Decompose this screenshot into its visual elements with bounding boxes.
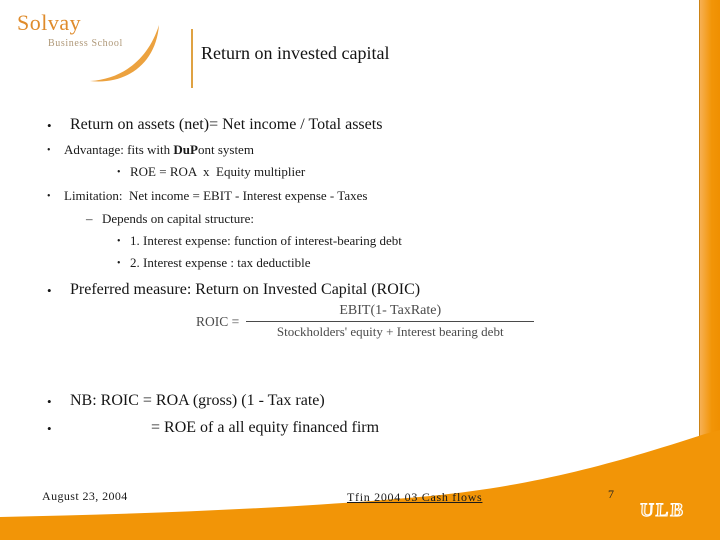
bullet-text: NB: ROIC = ROA (gross) (1 - Tax rate): [70, 392, 325, 409]
bullet-line-roe: [0, 164, 720, 186]
solvay-logo-subtitle: Business School: [48, 38, 123, 49]
bullet-line-advantage: [0, 142, 720, 164]
footer-date: August 23, 2004: [42, 489, 128, 503]
bullet-icon: •: [117, 236, 121, 247]
bullet-icon: •: [117, 167, 121, 178]
formula-numerator: EBIT(1- TaxRate): [339, 303, 442, 318]
ulb-logo: ULB: [639, 500, 686, 521]
page-number: 7: [608, 487, 614, 501]
bullet-icon: •: [117, 258, 121, 269]
formula-fraction: [246, 303, 534, 340]
bullet-text: ROE = ROA x Equity multiplier: [130, 164, 306, 179]
dash-icon: –: [86, 211, 93, 226]
roic-formula: [196, 303, 534, 340]
bullet-line-nb: [0, 392, 720, 414]
bullet-line-interest-2: [0, 255, 720, 277]
bullet-line-roa: [0, 116, 720, 138]
bullet-icon: •: [47, 283, 52, 298]
bullet-text: Depends on capital structure:: [102, 211, 254, 226]
formula-denominator: Stockholders' equity + Interest bearing debt: [246, 321, 534, 340]
bullet-text: 1. Interest expense: function of interest-bearing debt: [130, 233, 402, 248]
bullet-text: Limitation: Net income = EBIT - Interest expense - Taxes: [64, 188, 368, 203]
bullet-icon: •: [47, 145, 51, 156]
bullet-line-preferred: [0, 281, 720, 303]
bullet-text: = ROE of a all equity financed firm: [151, 419, 380, 436]
footer-course-title: Tfin 2004 03 Cash flows: [347, 490, 483, 504]
text-segment-bold: DuP: [173, 142, 198, 157]
bullet-line-depends: [0, 211, 720, 233]
text-segment: Advantage: fits with: [64, 142, 174, 157]
bullet-text: Return on assets (net)= Net income / Total assets: [70, 116, 383, 133]
bullet-line-interest-1: [0, 233, 720, 255]
solvay-swoosh-icon: [82, 16, 170, 92]
title-divider-line: [191, 29, 193, 88]
bullet-text: Preferred measure: Return on Invested Capital (ROIC): [70, 281, 421, 298]
bullet-icon: •: [47, 421, 52, 436]
solvay-logo-text: Solvay: [17, 10, 82, 35]
bullet-text: 2. Interest expense : tax deductible: [130, 255, 311, 270]
text-segment: ont system: [197, 142, 254, 157]
page-title: Return on invested capital: [201, 43, 390, 63]
bottom-swoosh-graphic: [0, 430, 720, 540]
bullet-icon: •: [47, 191, 51, 202]
bullet-line-limitation: [0, 188, 720, 210]
bullet-icon: •: [47, 394, 52, 409]
bullet-text: [64, 142, 254, 158]
bullet-icon: •: [47, 118, 52, 133]
formula-lhs: ROIC =: [196, 313, 240, 329]
